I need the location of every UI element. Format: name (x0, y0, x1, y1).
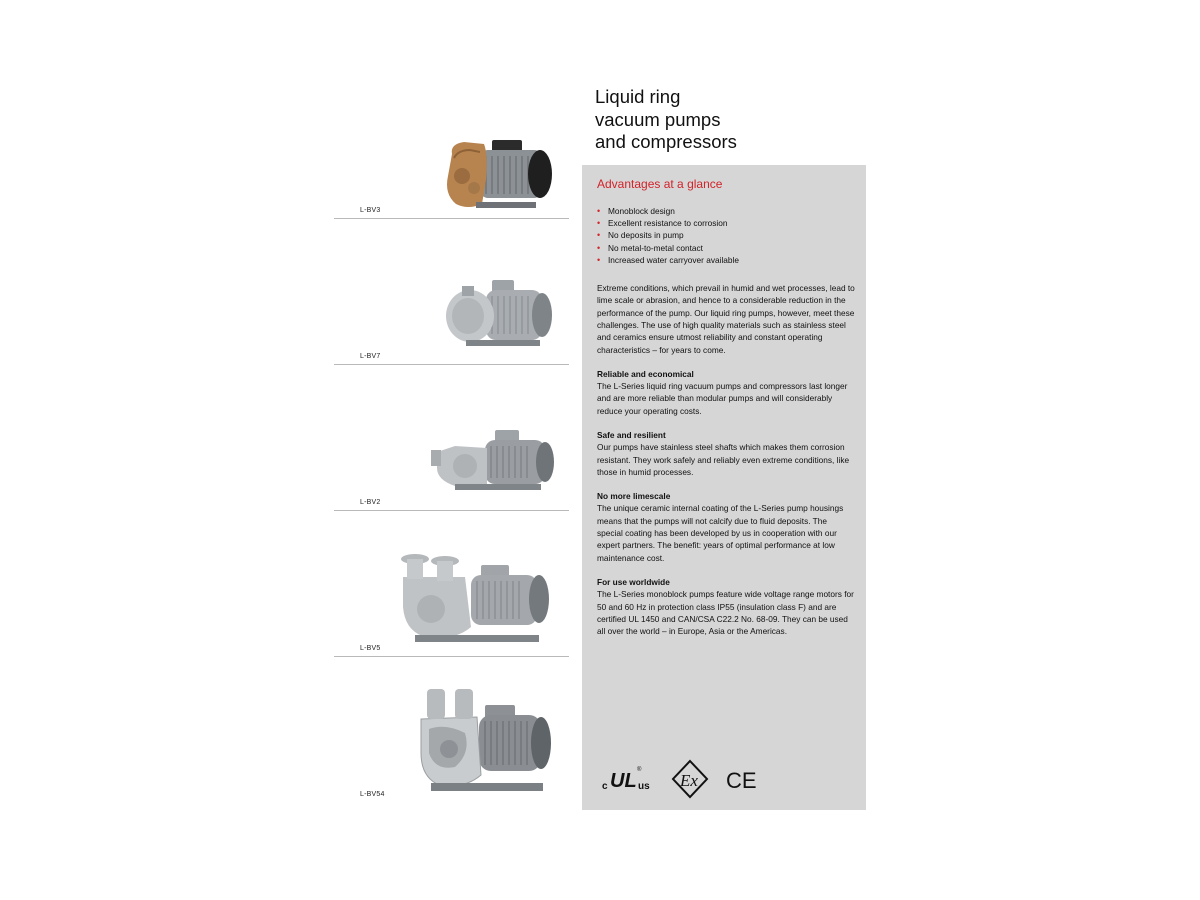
atex-ex-icon (673, 761, 707, 797)
list-item: • Increased water carryover available (597, 254, 855, 266)
pump-compact-icon (440, 270, 555, 360)
product-label: L-BV7 (360, 353, 381, 360)
certification-logos (600, 759, 800, 799)
advantages-heading: Advantages at a glance (597, 177, 723, 191)
title-line: Liquid ring (595, 86, 681, 107)
section-text: The unique ceramic internal coating of the L-Series pump housings means that the pumps will not calcify due to fluid deposits. The special coating has been developed by us in cooperation with our expert partners. The benefit: years of optimal performance at low maintenance cost. (597, 503, 844, 563)
ul-us-mark: us (638, 781, 650, 792)
section-title: No more limescale (597, 491, 671, 502)
section-text: Our pumps have stainless steel shafts which makes them corrosion resistant. They work safely and reliably even extreme conditions, like those in humid processes. (597, 442, 850, 477)
ul-reg-mark: ® (637, 767, 642, 773)
pump-bronze-icon (440, 124, 555, 214)
ul-c-mark: c (602, 781, 608, 792)
title-line: vacuum pumps (595, 108, 721, 130)
page-title (595, 86, 737, 154)
pump-twin-flange-icon (395, 547, 555, 652)
section-text: The L-Series liquid ring vacuum pumps and compressors last longer and are more reliable than modular pumps and will considerably reduce your operating costs. (597, 381, 848, 416)
section-title: Reliable and economical (597, 368, 694, 379)
product-label: L-BV5 (360, 645, 381, 652)
ex-mark: Ex (680, 771, 698, 790)
list-item: • No metal-to-metal contact (597, 242, 855, 254)
section-title: Safe and resilient (597, 429, 666, 440)
section-reliable (597, 368, 855, 417)
pump-cutaway-icon (415, 683, 555, 798)
list-item: • Excellent resistance to corrosion (597, 217, 855, 229)
ul-mark: UL (610, 770, 637, 792)
list-item: • No deposits in pump (597, 229, 855, 241)
product-l-bv3 (334, 120, 569, 219)
product-label: L-BV54 (360, 791, 385, 798)
title-line: and compressors (595, 131, 737, 152)
panel-content (597, 177, 855, 649)
section-safe (597, 429, 855, 478)
list-item: • Monoblock design (597, 205, 855, 217)
product-label: L-BV2 (360, 499, 381, 506)
pump-small-icon (425, 416, 555, 506)
advantages-list (597, 205, 855, 266)
ce-mark-icon: CE (726, 768, 757, 793)
section-limescale (597, 490, 855, 564)
advantages-panel (582, 165, 866, 810)
product-l-bv54 (334, 656, 569, 802)
product-l-bv5 (334, 510, 569, 657)
ul-certification-icon (602, 766, 650, 792)
product-l-bv7 (334, 218, 569, 365)
intro-paragraph: Extreme conditions, which prevail in humid and wet processes, lead to lime scale or abrasion, and hence to a considerable reduction in the performance of the pump. Our liquid ring pumps, however, meet these challenges. The use of high quality materials such as stainless steel and ceramics ensure utmost reliability and constant operating characteristics – for years to come. (597, 283, 855, 355)
section-worldwide (597, 576, 855, 637)
product-label: L-BV3 (360, 207, 381, 214)
section-title: For use worldwide (597, 576, 670, 587)
product-l-bv2 (334, 364, 569, 511)
section-text: The L-Series monoblock pumps feature wide voltage range motors for 50 and 60 Hz in protection class IP55 (insulation class F) and are certified UL 1450 and CAN/CSA C22.2 No. 68-09. They can be used all over the world – in Europe, Asia or the Americas. (597, 589, 854, 637)
